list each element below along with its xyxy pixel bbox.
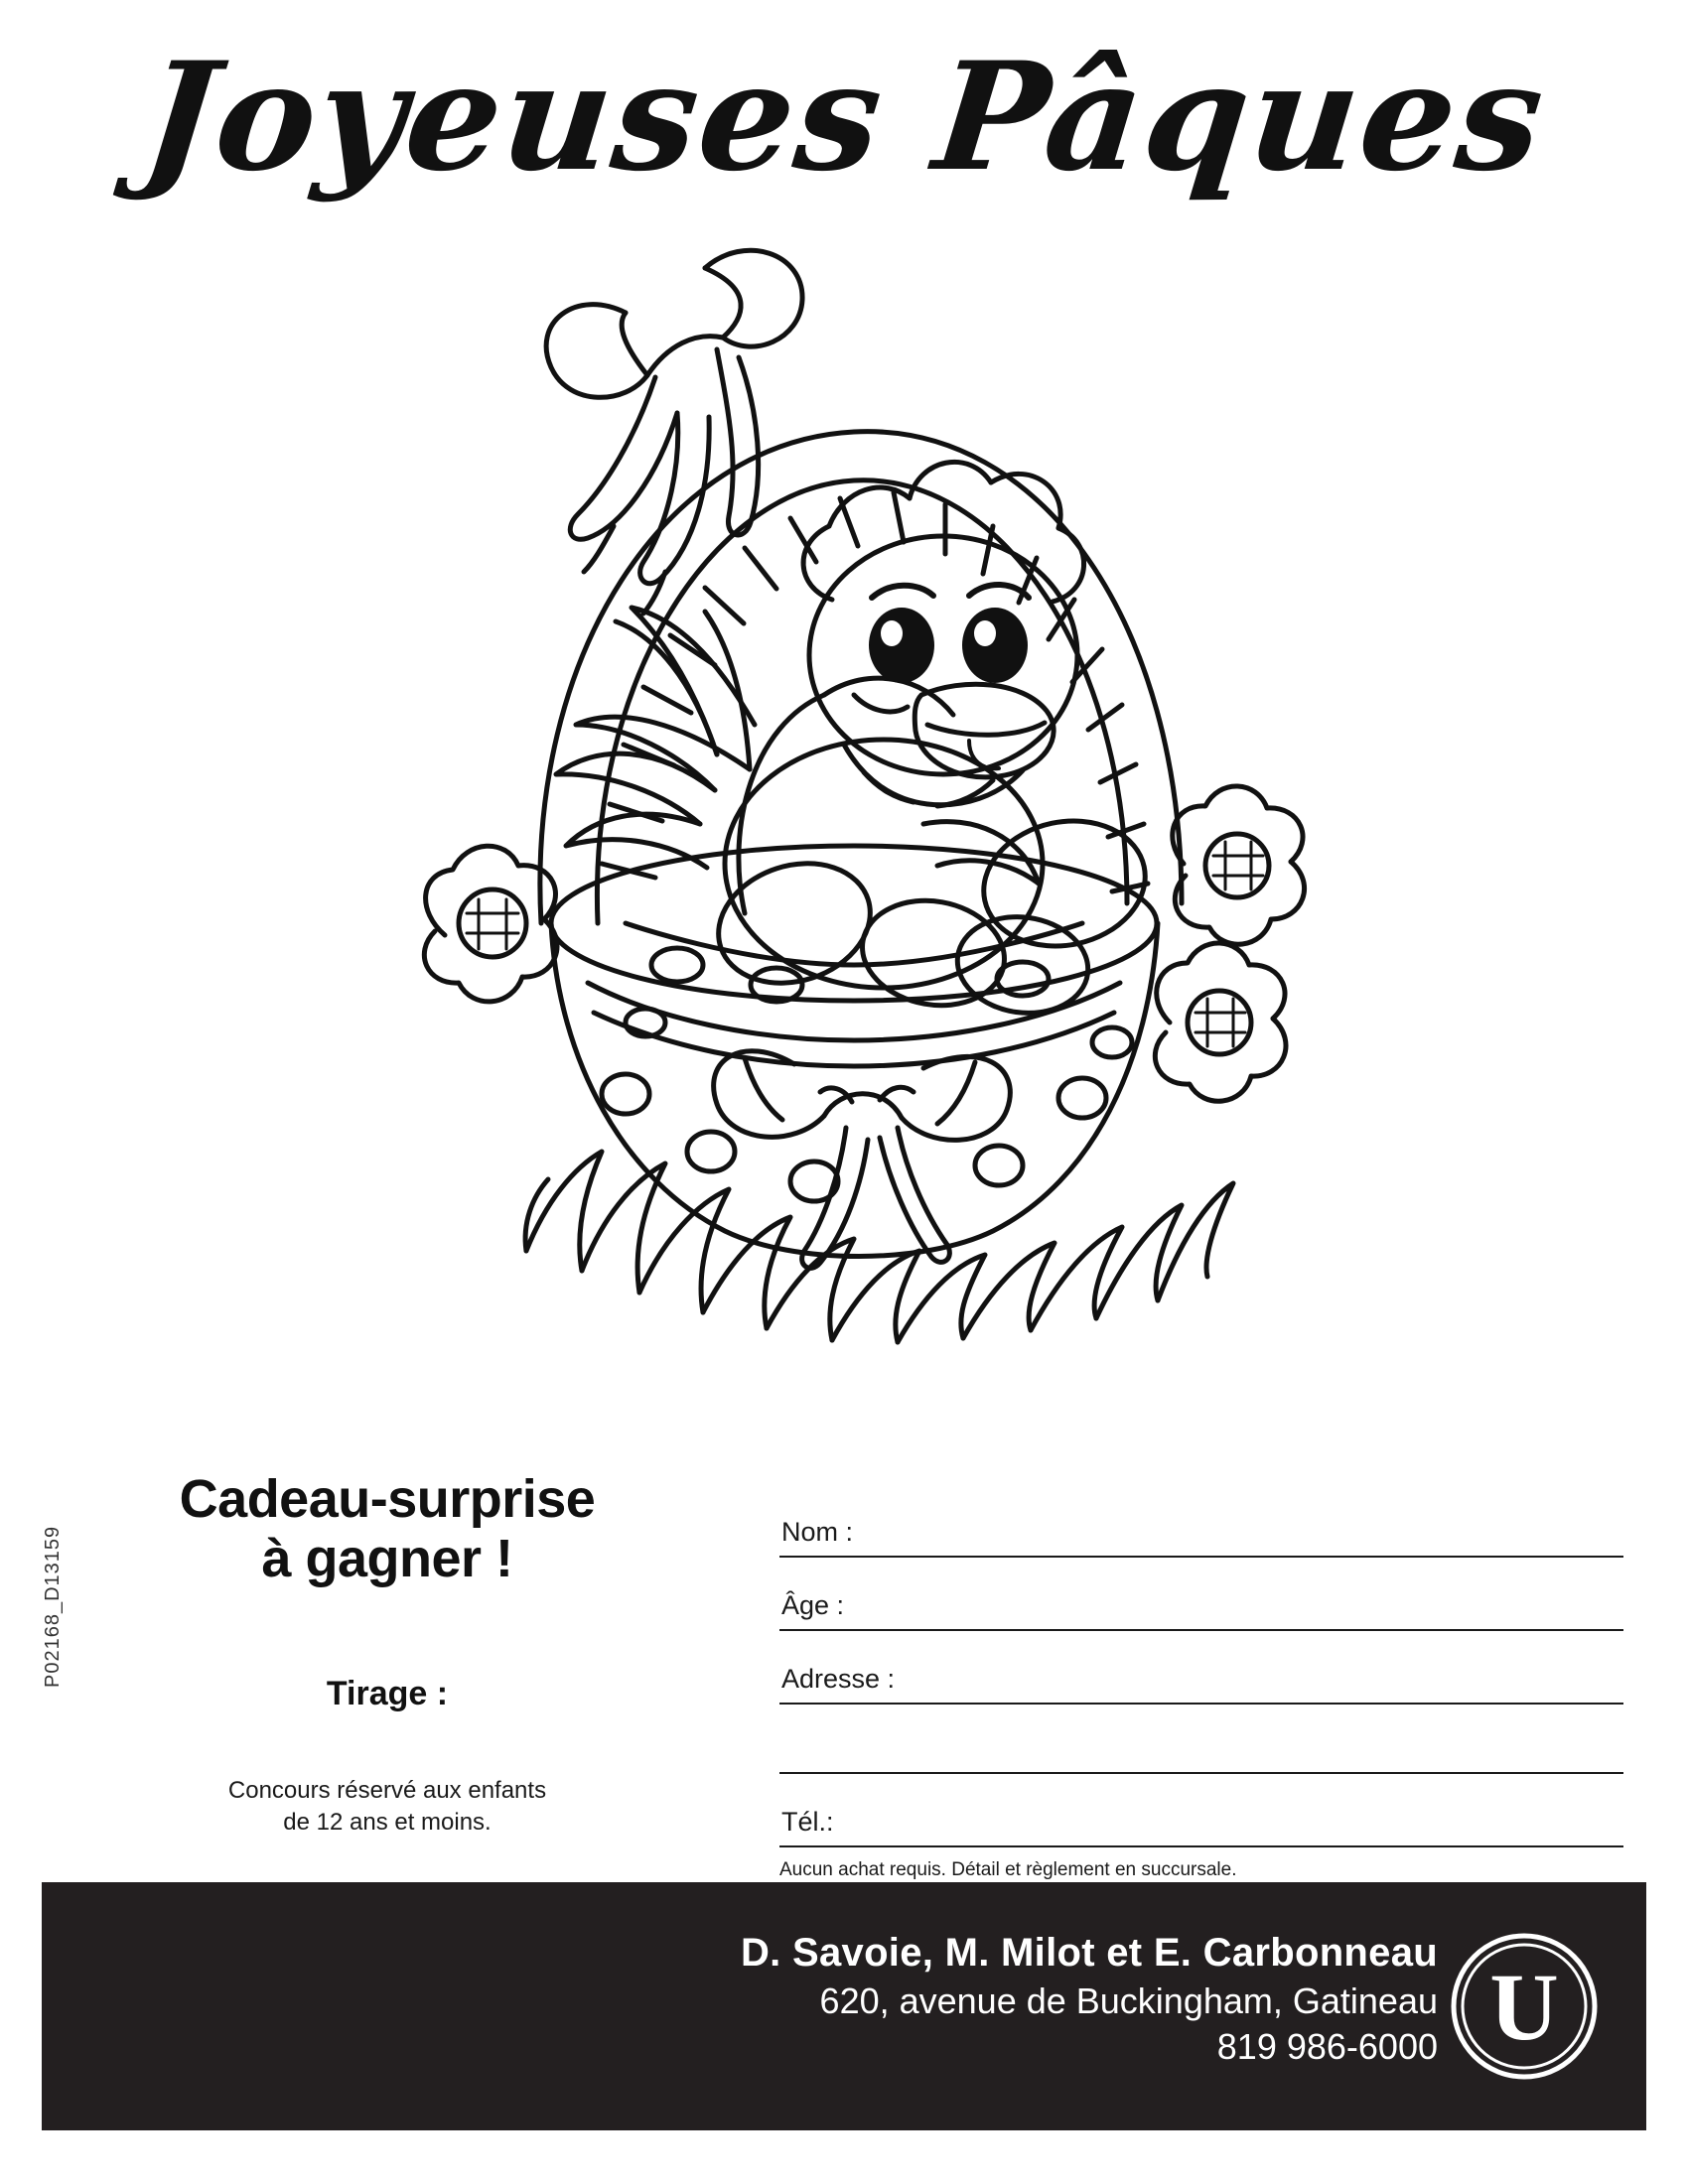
store-info [741,1928,1438,2070]
entry-form [779,1484,1623,1881]
contest-note-line2: de 12 ans et moins. [283,1809,492,1837]
form-label-nom: Nom : [781,1517,854,1547]
prize-heading-line2: à gagner ! [261,1529,513,1589]
easter-basket-with-chick-line-art [328,228,1370,1459]
contest-note [109,1775,665,1840]
form-field-age[interactable] [779,1558,1623,1631]
store-footer-bar [42,1882,1646,2130]
prize-heading-line1: Cadeau-surprise [179,1469,596,1529]
store-name: D. Savoie, M. Milot et E. Carbonneau [740,1931,1438,1975]
prize-heading [109,1469,665,1589]
form-label-adresse: Adresse : [781,1664,896,1694]
form-label-telephone: Tél.: [781,1807,834,1837]
uniprix-u-logo [1450,1932,1599,2081]
page-title: Joyeuses Pâques [135,30,1553,205]
store-phone: 819 986-6000 [1216,2026,1438,2068]
prize-column [109,1469,665,1840]
form-field-adresse-suite[interactable] [779,1705,1623,1774]
print-reference-code: P02168_D13159 [42,1525,64,1688]
draw-label: Tirage : [326,1674,449,1712]
form-label-age: Âge : [781,1590,845,1620]
contest-note-line1: Concours réservé aux enfants [227,1776,547,1804]
svg-text:U: U [1489,1954,1559,2060]
form-field-adresse[interactable] [779,1631,1623,1705]
page-title-wrapper [0,30,1688,205]
form-field-nom[interactable] [779,1484,1623,1558]
legal-note: Aucun achat requis. Détail et règlement en succursale. [779,1859,1237,1880]
store-address: 620, avenue de Buckingham, Gatineau [819,1980,1438,2022]
form-field-telephone[interactable] [779,1774,1623,1847]
